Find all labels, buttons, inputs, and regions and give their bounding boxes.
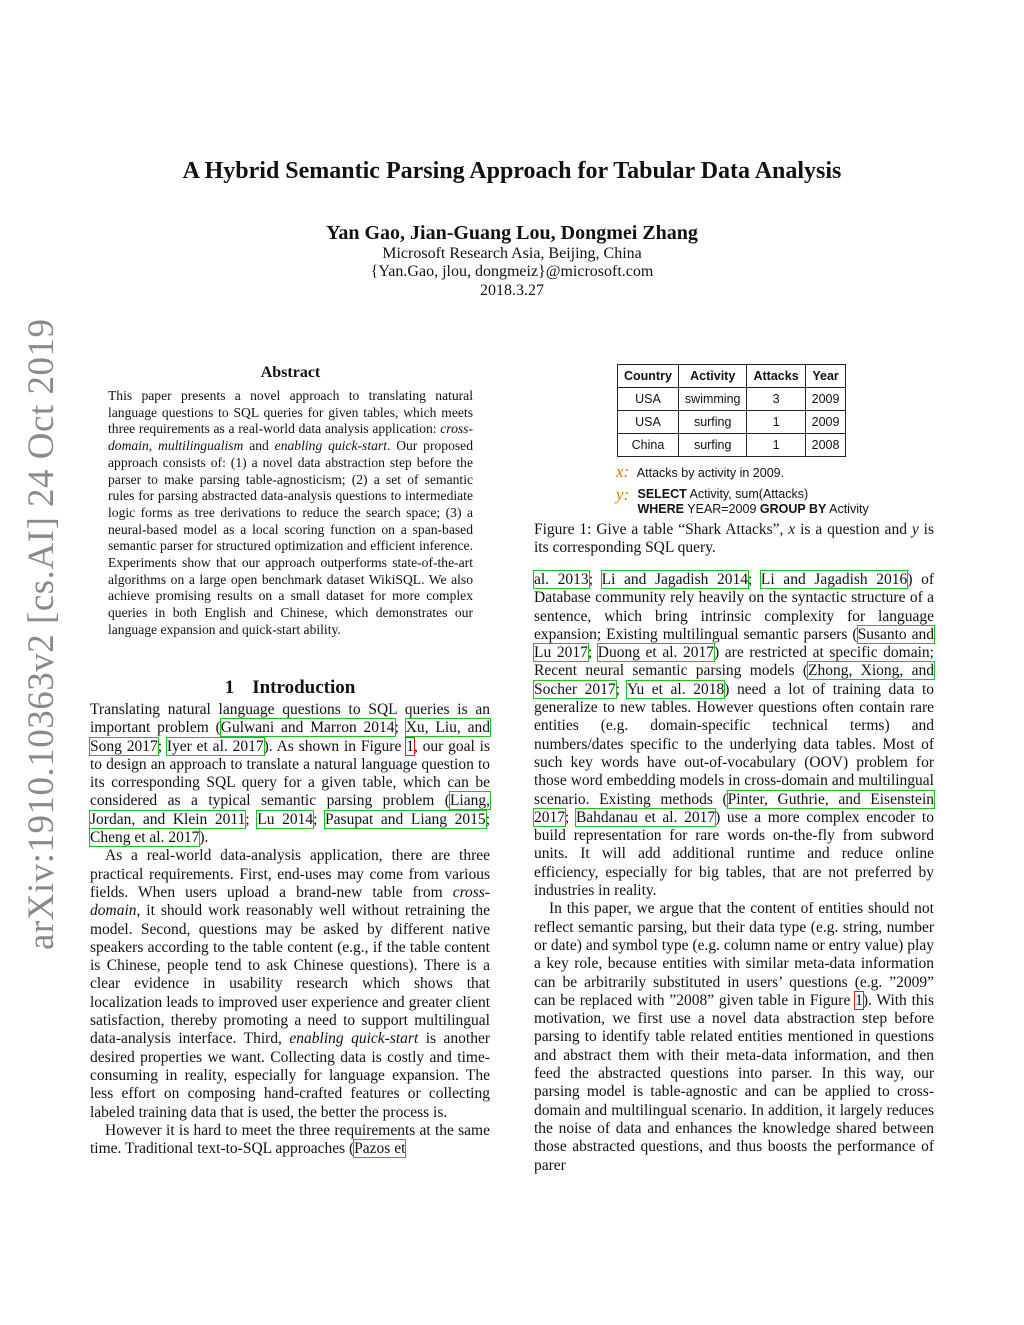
section-heading: 1 Introduction [224,677,356,698]
table-cell: 1 [747,411,805,434]
citation-link[interactable]: Xu, Liu, and Song 2017 [90,719,490,755]
citation-link[interactable]: Duong et al. 2017 [597,644,715,662]
table-cell: USA [618,411,679,434]
citation-link[interactable]: Pinter, Guthrie, and Eisenstein 2017 [534,790,934,826]
table-cell: China [618,434,679,457]
table-header-cell: Activity [678,365,747,388]
citation-link[interactable]: Li and Jagadish 2014 [601,571,748,588]
question-x: x: Attacks by activity in 2009. [616,462,785,481]
citation-link[interactable]: al. 2013 [534,571,589,588]
table-cell: 2008 [805,434,846,457]
figure-table [617,364,846,457]
table-cell: surfing [678,411,747,434]
intro-paragraph-1: Translating natural language questions to SQL queries is an important problem (Gulwani and Marron 2014; Xu, Liu, and Song 2017; Iyer et al. 2017). As shown in Figure 1, our goal is to design an approach to translate a natural language question to its corresponding SQL query for a given table, which can be considered as a typical semantic parsing problem (Liang, Jordan, and Klein 2011; Lu 2014; Pasupat and Liang 2015; Cheng et al. 2017). [90,701,491,847]
table-cell: 2009 [805,411,846,434]
table-cell: 2009 [805,388,846,411]
intro-paragraph-3: However it is hard to meet the three requirements at the same time. Traditional text-to-SQL approaches (Pazos et [90,1121,490,1158]
abstract-heading: Abstract [260,364,321,381]
query-y: y: SELECT Activity, sum(Attacks) WHERE YEAR=2009 GROUP BY Activity [616,485,869,516]
table-header-cell: Year [805,365,846,388]
table-header-cell: Country [618,365,679,388]
table-row [618,411,846,434]
table-row [618,434,846,457]
figure-ref-link[interactable]: 1 [406,737,414,755]
table-header-row [618,365,846,388]
abstract-body: This paper presents a novel approach to translating natural language questions to SQL queries for given tables, which meets three requirements as a real-world data analysis application: cross-domain, multilingualism and enabling quick-start. Our proposed approach consists of: (1) a novel data abstraction step before the parser to make parsing table-agnosticism; (2) a set of semantic rules for parsing abstracted data-analysis questions to intermediate logic forms as tree derivations to reduce the search space; (3) a neural-based model as a local scoring function on a span-based semantic parser for structured optimization and efficient inference. Experiments show that our approach outperforms state-of-the-art algorithms on a large open benchmark dataset WikiSQL. We also achieve promising results on a small dataset for more complex queries in both English and Chinese, which demonstrates our language expansion and quick-start ability. [108,388,473,637]
affiliation: Microsoft Research Asia, Beijing, China [382,245,642,262]
date: 2018.3.27 [480,282,544,299]
citation-link[interactable]: Yu et al. 2018 [626,680,725,698]
table-cell: USA [618,388,679,411]
arxiv-stamp: arXiv:1910.10363v2 [cs.AI] 24 Oct 2019 [21,318,62,950]
emails: {Yan.Gao, jlou, dongmeiz}@microsoft.com [370,263,654,280]
citation-link[interactable]: Iyer et al. 2017 [166,737,264,755]
figure-ref-link[interactable]: 1 [855,991,863,1009]
citation-link[interactable]: Pazos et [354,1140,406,1158]
citation-link[interactable]: Liang, Jordan, and Klein 2011 [90,792,490,828]
citation-link[interactable]: Li and Jagadish 2016 [760,571,908,588]
citation-link[interactable]: Gulwani and Marron 2014 [220,719,395,737]
table-cell: surfing [678,434,747,457]
citation-link[interactable]: Zhong, Xiong, and Socher 2017 [534,662,934,698]
left-column [90,701,490,1158]
citation-link[interactable]: Cheng et al. 2017 [90,829,200,847]
intro-paragraph-3-cont: al. 2013; Li and Jagadish 2014; Li and Jagadish 2016) of Database community rely heavily on the syntactic structure of a sentence, which bring intrinsic complexity for language expansion; Existing multilingual semantic parsers (Susanto and Lu 2017; Duong et al. 2017) are restricted at specific domain; Recent neural semantic parsing models (Zhong, Xiong, and Socher 2017; Yu et al. 2018) need a lot of training data to generalize to new tables. However questions often contain rare entities (e.g. domain-specific technical terms) and numbers/dates specific to the underlying data tables. Most of such key words have out-of-vocabulary (OOV) problem for those word embedding models in cross-domain and multilingual scenario. Existing methods (Pinter, Guthrie, and Eisenstein 2017; Bahdanau et al. 2017) use a more complex encoder to build representation for rare words on-the-fly from subword units. It will add additional runtime and reduce online efficiency, especially for big tables, that are not preferred by industries in reality. [534,571,935,900]
authors: Yan Gao, Jian-Guang Lou, Dongmei Zhang [326,222,698,244]
citation-link[interactable]: Pasupat and Liang 2015 [325,810,486,828]
table-cell: 1 [747,434,805,457]
citation-link[interactable]: Susanto and Lu 2017 [534,625,935,662]
paper-title: A Hybrid Semantic Parsing Approach for Tabular Data Analysis [182,158,842,184]
citation-link[interactable]: Lu 2014 [257,810,314,828]
intro-paragraph-2: As a real-world data-analysis application, there are three practical requirements. First, end-uses may come from various fields. When users upload a brand-new table from cross-domain, it should work reasonably well without retraining the model. Second, questions may be asked by different native speakers according to the table content (e.g., if the table content is Chinese, people tend to ask Chinese questions). There is a clear evidence in usability research which shows that localization leads to improved user experience and greater client satisfaction, thereby promoting a need to support multilingual data-analysis interface. Third, enabling quick-start is another desired properties we want. Collecting data is costly and time-consuming in reality, especially for language expansion. The less effort on composing hand-crafted features or collecting labeled training data that is used, the better the process is. [90,847,490,1121]
right-column [534,571,934,1175]
table-header-cell: Attacks [747,365,805,388]
citation-link[interactable]: Bahdanau et al. 2017 [575,808,716,826]
table-cell: swimming [678,388,747,411]
table-cell: 3 [747,388,805,411]
intro-paragraph-4: In this paper, we argue that the content of entities should not reflect semantic parsing, but their data type (e.g. string, number or date) and symbol type (e.g. column name or entry value) play a key role, because entities with similar meta-data information can be arbitrarily substituted in users’ questions (e.g. ”2009” can be replaced with ”2008” given table in Figure 1). With this motivation, we first use a novel data abstraction step before parsing to identify table related entities mentioned in questions and abstract them with their meta-data information, and then feed the abstracted questions into parser. In this way, our parsing model is table-agnostic and can be applied to cross-domain and multilingual scenario. In addition, it largely reduces the noise of data and enhances the knowledge shared between those abstracted questions, and thus boosts the performance of parer [534,900,934,1174]
figure-caption: Figure 1: Give a table “Shark Attacks”, x is a question and y is its corresponding SQL query. [534,521,934,557]
table-row [618,388,846,411]
